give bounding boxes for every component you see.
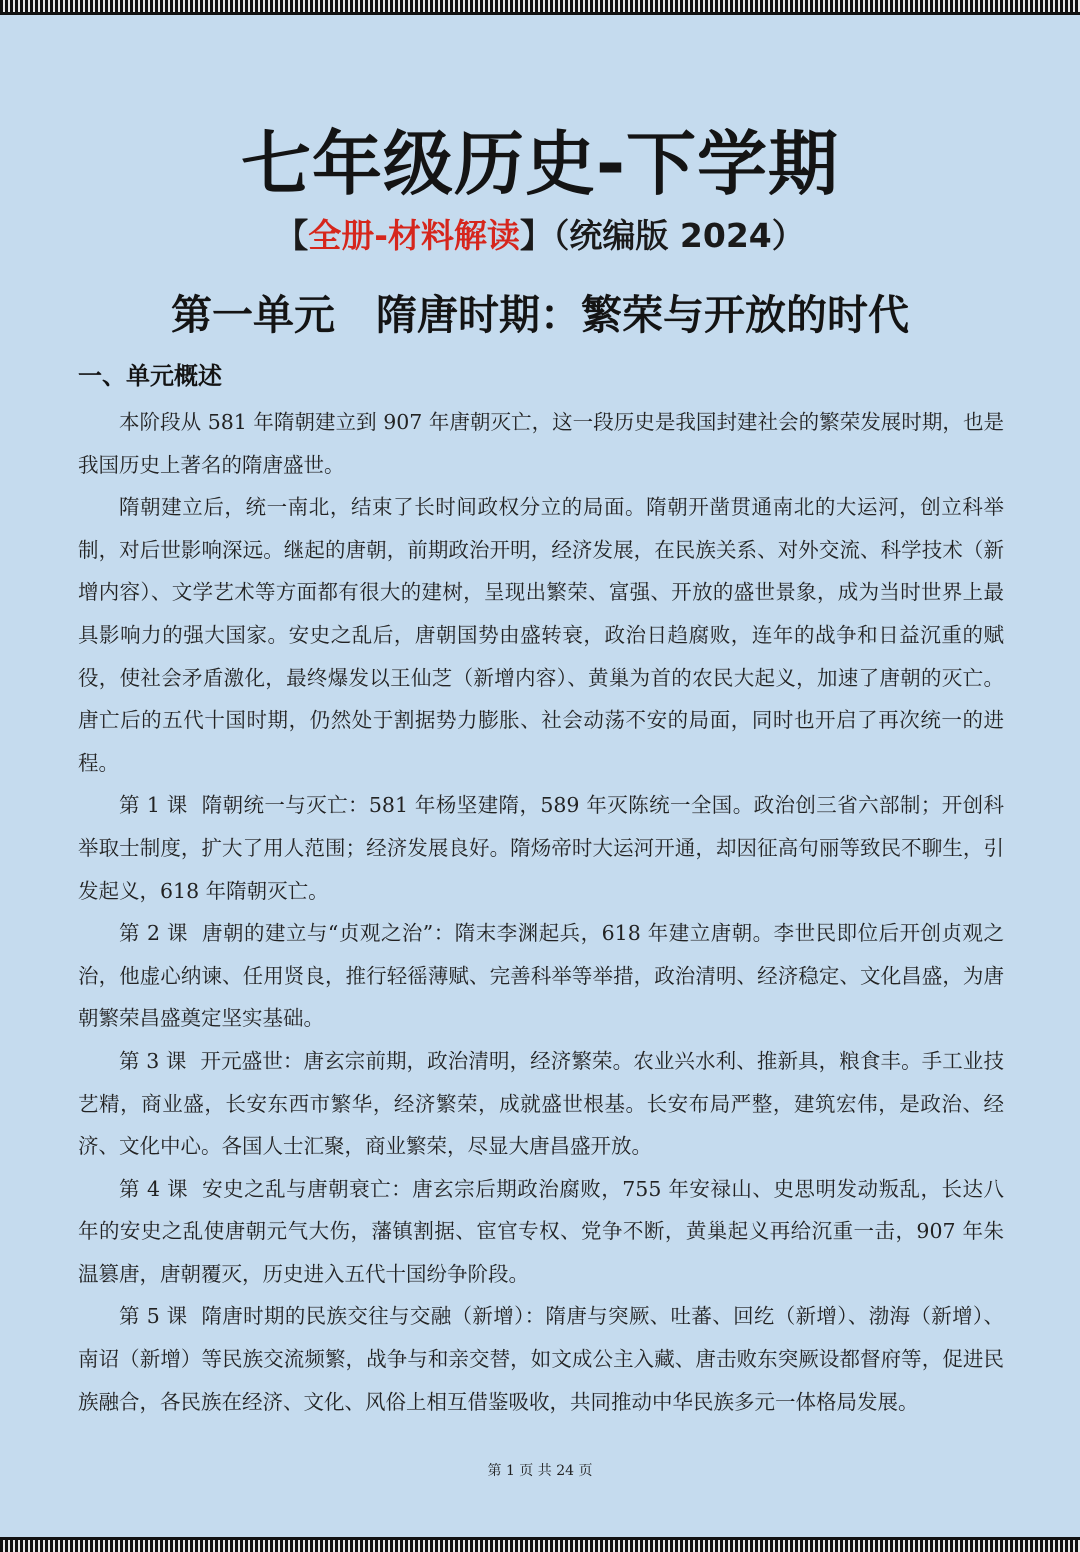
lesson-text: 唐朝的建立与“贞观之治”：隋末李渊起兵，618 年建立唐朝。李世民即位后开创贞观之治，他虚心纳谏、任用贤良，推行轻徭薄赋、完善科举等举措，政治清明、经济稳定、文化昌盛，为唐朝繁荣昌盛奠定坚实基础。 [78, 921, 1004, 1031]
lesson-text: 安史之乱与唐朝衰亡：唐玄宗后期政治腐败，755 年安禄山、史思明发动叛乱，长达八年的安史之乱使唐朝元气大伤，藩镇割据、宦官专权、党争不断，黄巢起义再给沉重一击，907 年朱温篡唐，唐朝覆灭，历史进入五代十国纷争阶段。 [78, 1176, 1004, 1286]
paragraph-overview: 本阶段从 581 年隋朝建立到 907 年唐朝灭亡，这一段历史是我国封建社会的繁荣发展时期，也是我国历史上著名的隋唐盛世。 [78, 410, 1004, 477]
lesson-label: 第 2 课 [119, 921, 189, 946]
document-title: 七年级历史-下学期 [240, 123, 840, 205]
lesson-3 [78, 1040, 1004, 1168]
subtitle-bracket-close: 】 [519, 216, 553, 255]
lesson-text: 隋朝统一与灭亡：581 年杨坚建隋，589 年灭陈统一全国。政治创三省六部制；开创科举取士制度，扩大了用人范围；经济发展良好。隋炀帝时大运河开通，却因征高句丽等致民不聊生，引发起义，618 年隋朝灭亡。 [78, 793, 1004, 903]
lesson-label: 第 3 课 [119, 1048, 187, 1073]
section-heading: 一、单元概述 [78, 362, 222, 390]
lesson-label: 第 5 课 [119, 1304, 188, 1329]
lesson-text: 开元盛世：唐玄宗前期，政治清明，经济繁荣。农业兴水利、推新具，粮食丰。手工业技艺精，商业盛，长安东西市繁华，经济繁荣，成就盛世根基。长安布局严整，建筑宏伟，是政治、经济、文化中心。各国人士汇聚，商业繁荣，尽显大唐昌盛开放。 [78, 1048, 1004, 1159]
lesson-1 [78, 784, 1004, 912]
paragraph-summary: 隋朝建立后，统一南北，结束了长时间政权分立的局面。隋朝开凿贯通南北的大运河，创立科举制，对后世影响深远。继起的唐朝，前期政治开明，经济发展，在民族关系、对外交流、科学技术（新增内容）、文学艺术等方面都有很大的建树，呈现出繁荣、富强、开放的盛世景象，成为当时世界上最具影响力的强大国家。安史之乱后，唐朝国势由盛转衰，政治日趋腐败，连年的战争和日益沉重的赋役，使社会矛盾激化，最终爆发以王仙芝（新增内容）、黄巢为首的农民大起义，加速了唐朝的灭亡。唐亡后的五代十国时期，仍然处于割据势力膨胀、社会动荡不安的局面，同时也开启了再次统一的进程。 [78, 495, 1004, 775]
top-border [0, 0, 1080, 12]
lesson-4 [78, 1168, 1004, 1296]
lesson-text: 隋唐时期的民族交往与交融（新增）：隋唐与突厥、吐蕃、回纥（新增）、渤海（新增）、南诏（新增）等民族交流频繁，战争与和亲交替，如文成公主入藏、唐击败东突厥设都督府等，促进民族融合，各民族在经济、文化、风俗上相互借鉴吸收，共同推动中华民族多元一体格局发展。 [78, 1304, 1005, 1414]
bottom-border [0, 1540, 1080, 1552]
subtitle-edition: （统编版 2024） [552, 216, 805, 255]
lesson-5 [78, 1295, 1004, 1423]
lesson-label: 第 4 课 [119, 1176, 189, 1201]
unit-title: 第一单元 隋唐时期：繁荣与开放的时代 [171, 291, 909, 339]
body-text [78, 401, 1004, 1423]
subtitle-highlight: 全册-材料解读 [308, 216, 520, 255]
page-number: 第 1 页 共 24 页 [487, 1463, 593, 1479]
document-subtitle [0, 210, 1080, 257]
lesson-2 [78, 912, 1004, 1040]
subtitle-bracket-open: 【 [275, 216, 309, 255]
lesson-label: 第 1 课 [119, 793, 188, 818]
